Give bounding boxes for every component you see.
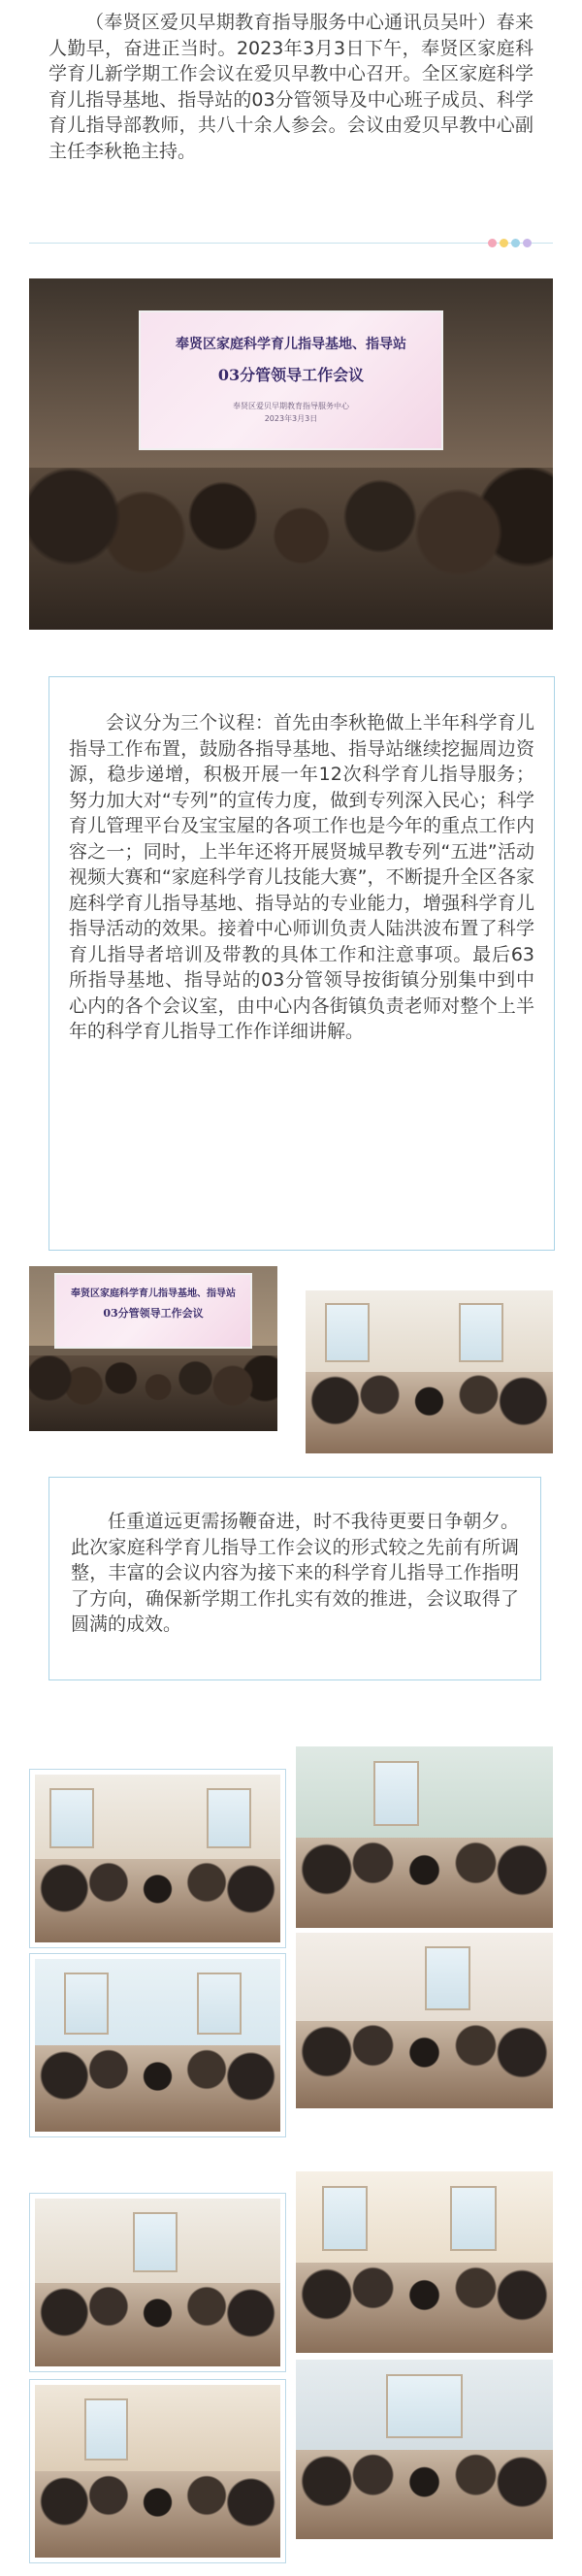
group-photo-7 (29, 2379, 286, 2563)
screen-title: 奉贤区家庭科学育儿指导基地、指导站 (175, 336, 406, 352)
divider-line (29, 243, 553, 244)
dot-pink (488, 239, 497, 247)
screen-date: 2023年3月3日 (264, 413, 318, 423)
group-photo-8 (296, 2360, 553, 2539)
decorative-dots (488, 239, 532, 247)
dot-blue (511, 239, 520, 247)
summary-text-box (48, 1477, 541, 1680)
screen-subtitle-small: 03分管领导工作会议 (103, 1306, 204, 1320)
group-photo-5 (29, 2193, 286, 2372)
group-photo-6 (296, 2171, 553, 2353)
group-photo-1 (29, 1769, 286, 1948)
meeting-hall-photo (29, 278, 553, 630)
intro-paragraph: （奉贤区爱贝早期教育指导服务中心通讯员吴叶）春来人勤早，奋进正当时。2023年3月3日下午，奉贤区家庭科学育儿新学期工作会议在爱贝早教中心召开。全区家庭科学育儿指导基地、指导站的03分管领导及中心班子成员、科学育儿指导部教师，共八十余人参会。会议由爱贝早教中心副主任李秋艳主持。 (48, 12, 534, 162)
summary-paragraph: 任重道远更需扬鞭奋进，时不我待更要日争朝夕。此次家庭科学育儿指导工作会议的形式较之先前有所调整，丰富的会议内容为接下来的科学育儿指导工作指明了方向，确保新学期工作扎实有效的推进，会议取得了圆满的成效。 (71, 1511, 519, 1635)
group-photo-3 (29, 1953, 286, 2137)
screen-org: 奉贤区爱贝早期教育指导服务中心 (232, 401, 349, 410)
dot-yellow (500, 239, 508, 247)
meeting-photo-small-left (29, 1266, 277, 1431)
audience (29, 468, 553, 630)
group-photo-2 (296, 1746, 553, 1928)
screen-subtitle: 03分管领导工作会议 (217, 365, 365, 384)
group-photo-4 (296, 1933, 553, 2108)
meeting-photo-small-right (306, 1290, 553, 1453)
agenda-paragraph: 会议分为三个议程：首先由李秋艳做上半年科学育儿指导工作布置，鼓励各指导基地、指导站继续挖掘周边资源，稳步递增，积极开展一年12次科学育儿指导服务；努力加大对“专列”的宣传力度，做到专列深入民心；科学育儿管理平台及宝宝屋的各项工作也是今年的重点工作内容之一；同时，上半年还将开展贤城早教专列“五进”活动视频大赛和“家庭科学育儿技能大赛”，不断提升全区各家庭科学育儿指导基地、指导站的专业能力，增强科学育儿指导活动的效果。接着中心师训负责人陆洪波布置了科学育儿指导者培训及带教的具体工作和注意事项。最后63所指导基地、指导站的03分管领导按街镇分别集中到中心内的各个会议室，由中心内各街镇负责老师对整个上半年的科学育儿指导工作作详细讲解。 (69, 712, 534, 1042)
screen-title-small: 奉贤区家庭科学育儿指导基地、指导站 (70, 1288, 236, 1299)
agenda-text-box (48, 676, 555, 1251)
projection-screen (139, 310, 442, 451)
dot-purple (523, 239, 532, 247)
